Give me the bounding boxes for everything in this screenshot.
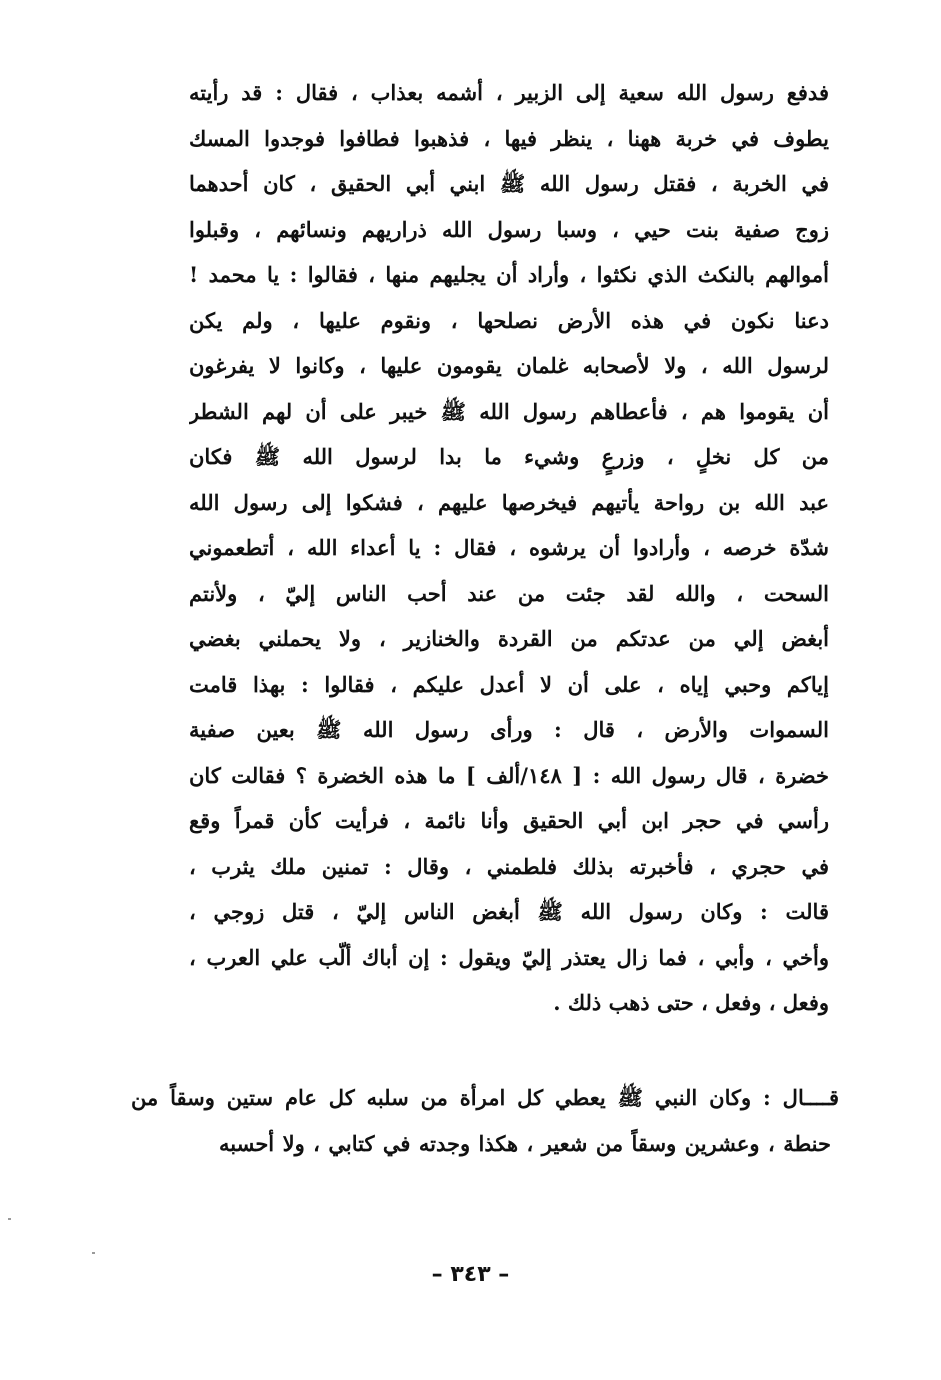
body-line: فدفع رسول الله سعية إلى الزبير ، أشمه بعذاب ، فقال : قد رأيته	[189, 80, 829, 105]
body-line: أن يقوموا هم ، فأعطاهم رسول الله ﷺ خيبر على أن لهم الشطر	[189, 398, 829, 424]
body-line: خضرة ، قال رسول الله : [ ١٤٨/ألف ] ما هذه الخضرة ؟ فقالت كان	[189, 762, 829, 788]
page-number: – ٣٤٣ –	[431, 1262, 510, 1287]
body-line: السحت ، والله لقد جئت من عند أحب الناس إليّ ، ولأنتم	[189, 580, 829, 606]
body-line: دعنا نكون في هذه الأرض نصلحها ، ونقوم عليها ، ولم يكن	[189, 307, 829, 333]
scan-speck	[92, 1252, 95, 1254]
body-line: وأخي ، وأبي ، فما زال يعتذر إليّ ويقول : إن أباك ألّب علي العرب ،	[189, 944, 829, 970]
body-line: رأسي في حجر ابن أبي الحقيق وأنا نائمة ، فرأيت كأن قمراً وقع	[189, 808, 829, 833]
footnote-line: قــــال : وكان النبي ﷺ يعطي كل امرأة من سلبه كل عام ستين وسقاً من	[131, 1085, 839, 1110]
scan-speck	[8, 1218, 11, 1220]
body-line: في حجري ، فأخبرته بذلك فلطمني ، وقال : تمنين ملك يثرب ،	[189, 853, 829, 879]
body-line: لرسول الله ، ولا لأصحابه غلمان يقومون عليها ، وكانوا لا يفرغون	[189, 353, 829, 378]
body-line: عبد الله بن رواحة يأتيهم فيخرصها عليهم ، فشكوا إلى رسول الله	[189, 489, 829, 515]
body-line-last: وفعل ، وفعل ، حتى ذهب ذلك .	[553, 990, 829, 1015]
body-line: زوج صفية بنت حيي ، وسبا رسول الله ذراريهم ونسائهم ، وقبلوا	[189, 216, 829, 242]
body-line: أموالهم بالنكث الذي نكثوا ، وأراد أن يجليهم منها ، فقالوا : يا محمد !	[189, 262, 829, 287]
footnote-text	[131, 1075, 839, 1166]
body-line: أبغض إلي من عدتكم من القردة والخنازير ، ولا يحملني بغضي	[189, 626, 829, 651]
body-line: شدّة خرصه ، وأرادوا أن يرشوه ، فقال : يا أعداء الله ، أتطعموني	[189, 535, 829, 560]
body-line: من كل نخلٍ ، وزرعٍ وشيء ما بدا لرسول الله ﷺ فكان	[189, 444, 829, 469]
body-line: قالت : وكان رسول الله ﷺ أبغض الناس إليّ ، قتل زوجي ،	[189, 899, 829, 924]
body-line: يطوف في خربة ههنا ، ينظر فيها ، فذهبوا فطافوا فوجدوا المسك	[189, 125, 829, 151]
footnote-line: حنطة ، وعشرين وسقاً من شعير ، هكذا وجدته في كتابي ، ولا أحسبه	[219, 1130, 831, 1156]
body-text	[189, 70, 829, 1026]
body-line: إياكم وحبي إياه ، على أن لا أعدل عليكم ، فقالوا : بهذا قامت	[189, 671, 829, 697]
body-line: في الخربة ، فقتل رسول الله ﷺ ابني أبي الحقيق ، كان أحدهما	[189, 171, 829, 196]
body-line: السموات والأرض ، قال : ورأى رسول الله ﷺ بعين صفية	[189, 717, 829, 742]
